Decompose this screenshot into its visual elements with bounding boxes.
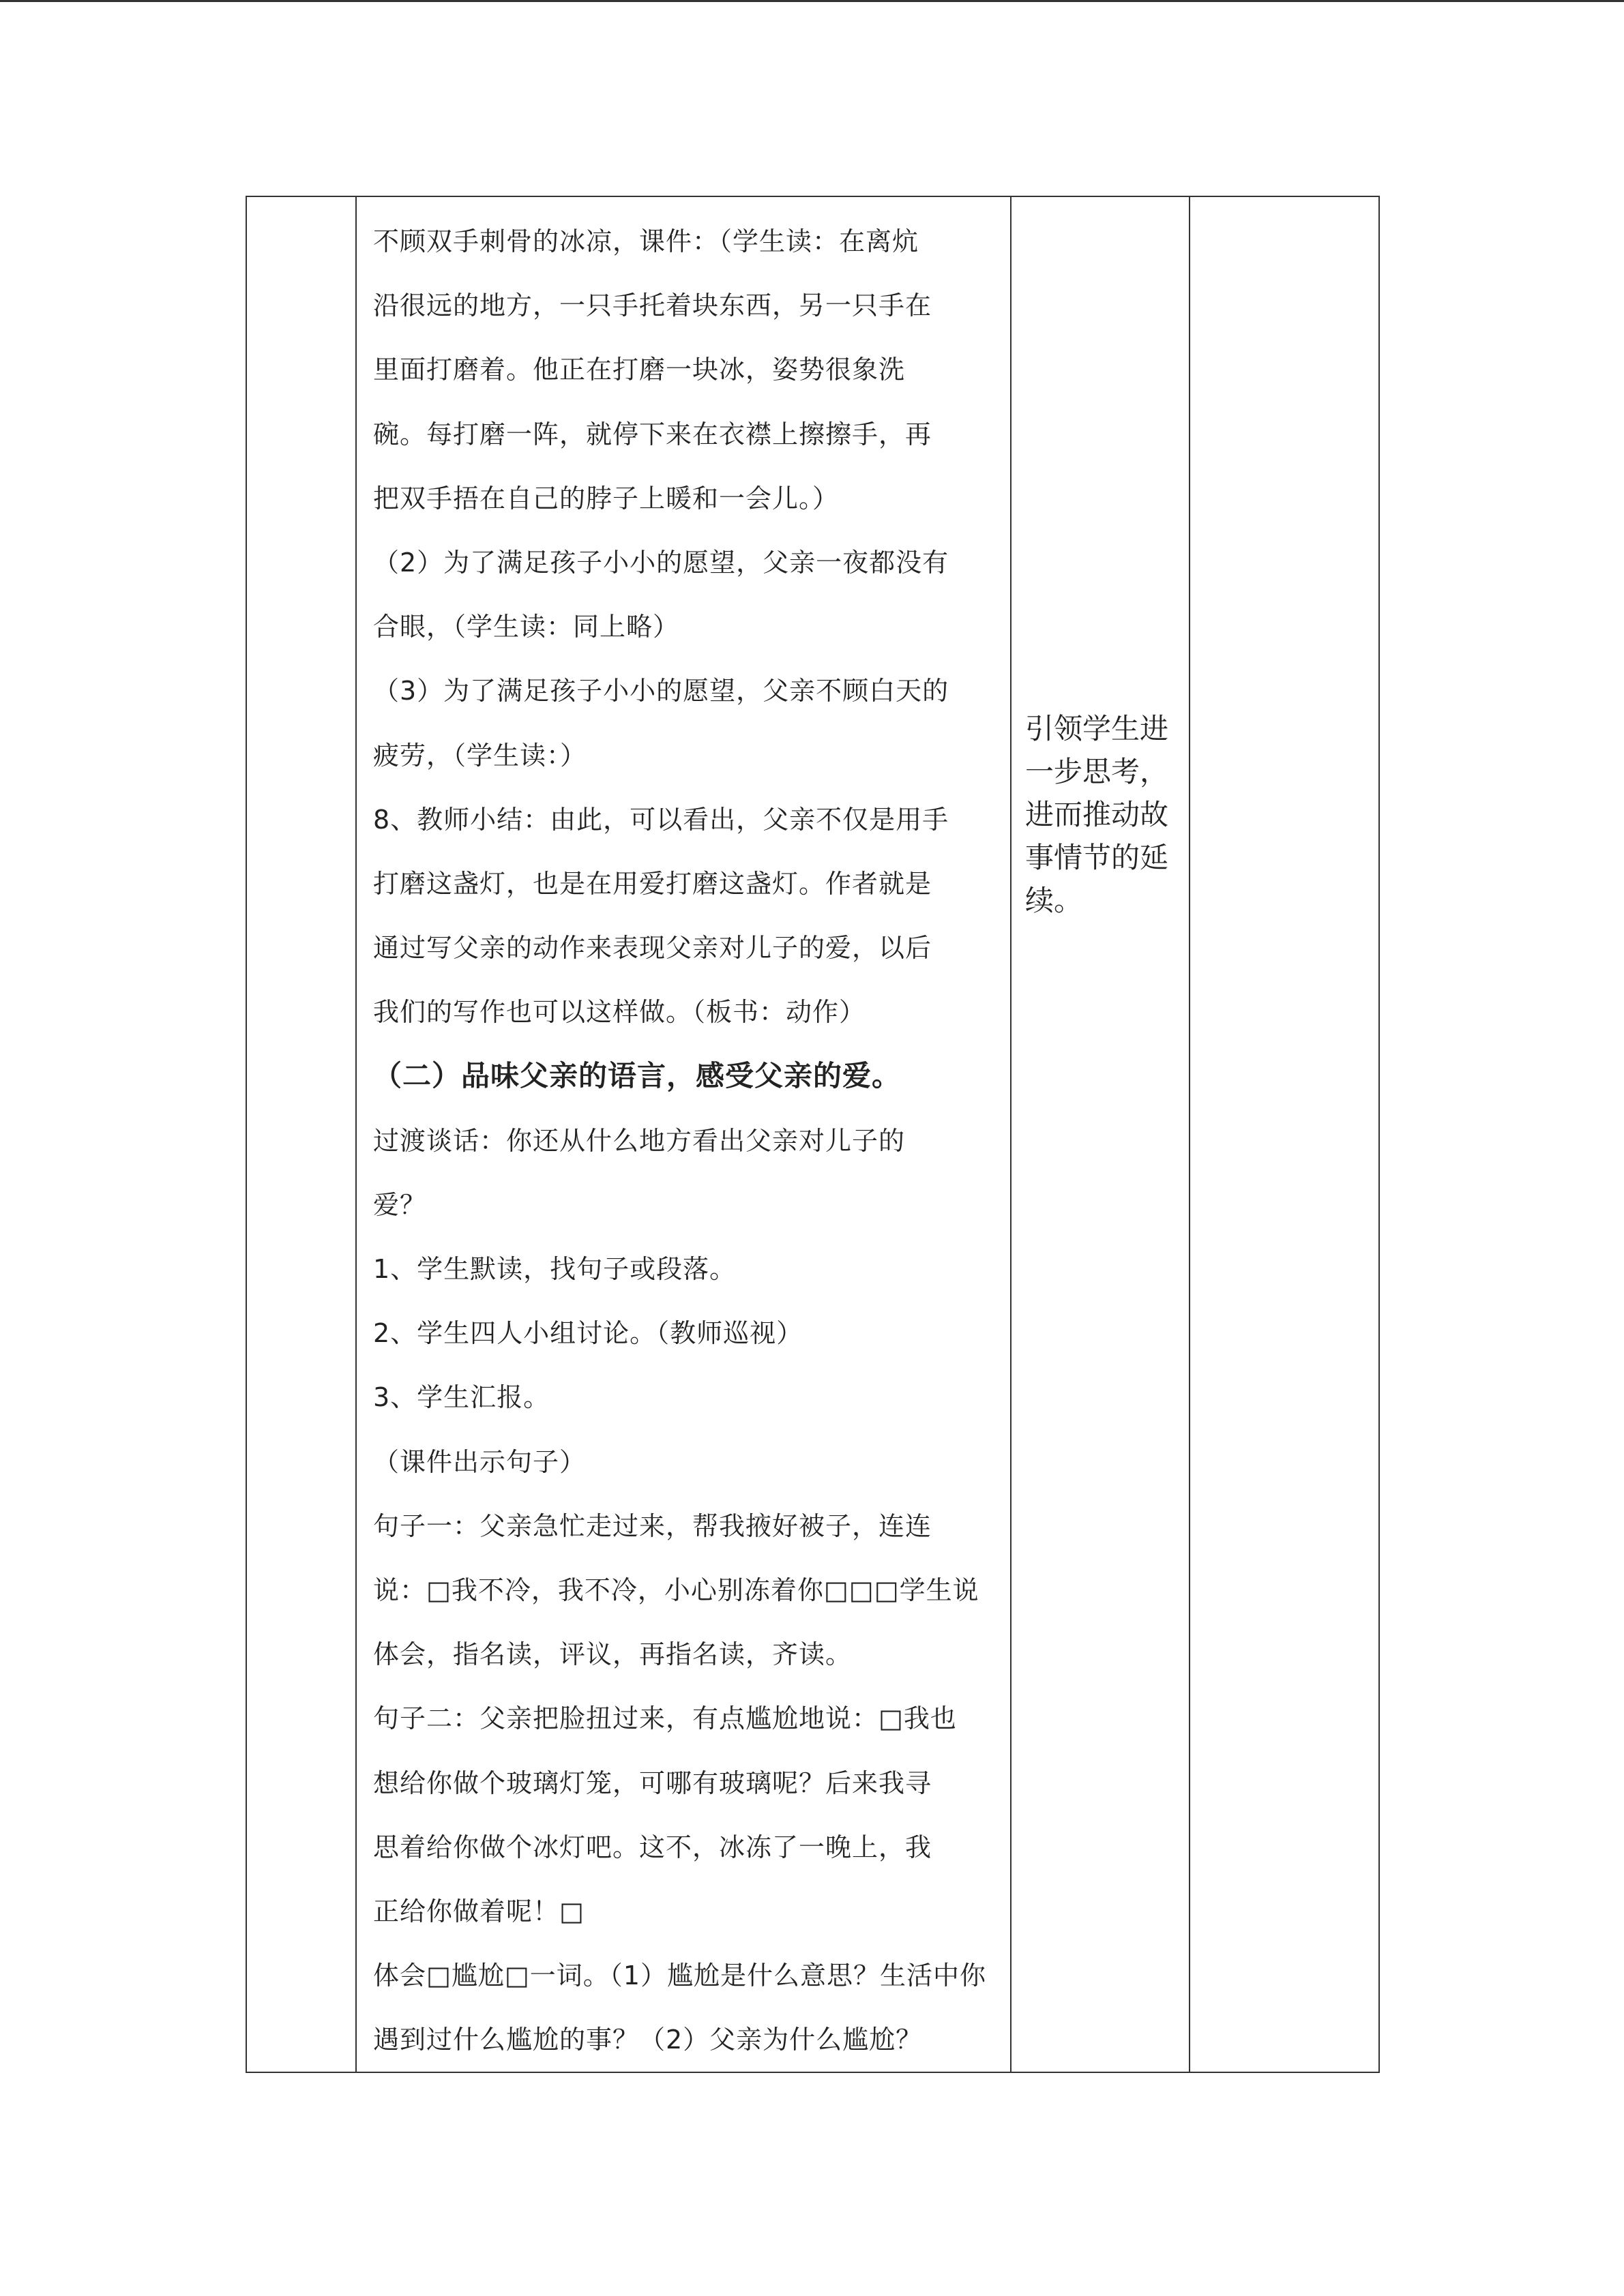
content-line: 碗。每打磨一阵，就停下来在衣襟上擦擦手，再 [373, 419, 932, 449]
stage-cell [246, 196, 356, 2072]
content-line: 说：□我不冷，我不冷，小心别冻着你□□□学生说 [373, 1575, 979, 1605]
content-line: （2）为了满足孩子小小的愿望，父亲一夜都没有 [373, 547, 949, 578]
content-line: 3、学生汇报。 [373, 1382, 550, 1413]
page-top-border [0, 0, 1624, 2]
design-intent-cell [1011, 196, 1190, 2072]
content-line: 2、学生四人小组讨论。（教师巡视） [373, 1318, 803, 1349]
content-line: 把双手捂在自己的脖子上暖和一会儿。） [373, 483, 840, 513]
content-line: 1、学生默读，找句子或段落。 [373, 1254, 737, 1284]
content-line: 合眼，（学生读：同上略） [373, 612, 680, 642]
teaching-process-cell [356, 196, 1011, 2072]
content-line: 体会，指名读，评议，再指名读，齐读。 [373, 1639, 853, 1670]
content-line: （3）为了满足孩子小小的愿望，父亲不顾白天的 [373, 676, 949, 706]
table-row [246, 196, 1379, 2072]
content-line: 我们的写作也可以这样做。（板书：动作） [373, 997, 866, 1028]
content-line: 里面打磨着。他正在打磨一块冰，姿势很象洗 [373, 355, 906, 385]
content-line: 过渡谈话：你还从什么地方看出父亲对儿子的 [373, 1125, 906, 1156]
content-line: 不顾双手刺骨的冰凉，课件：（学生读：在离炕 [373, 226, 919, 256]
content-line: 沿很远的地方，一只手托着块东西，另一只手在 [373, 290, 932, 321]
content-line: 正给你做着呢！□ [373, 1896, 585, 1926]
content-line: 通过写父亲的动作来表现父亲对儿子的爱，以后 [373, 933, 932, 964]
content-line: 8、教师小结：由此，可以看出，父亲不仅是用手 [373, 804, 949, 835]
section-heading: （二）品味父亲的语言，感受父亲的爱。 [373, 1059, 902, 1093]
lesson-plan-table [246, 196, 1380, 2073]
remarks-cell [1190, 196, 1379, 2072]
content-line: 体会□尴尬□一词。（1）尴尬是什么意思？生活中你 [373, 1960, 986, 1991]
content-line: 疲劳，（学生读：） [373, 740, 587, 771]
content-line: 思着给你做个冰灯吧。这不，冰冻了一晚上，我 [373, 1832, 932, 1862]
content-line: 句子一：父亲急忙走过来，帮我掖好被子，连连 [373, 1510, 932, 1541]
design-note: 引领学生进一步思考，进而推动故事情节的延续。 [1025, 712, 1169, 917]
content-line: 打磨这盏灯，也是在用爱打磨这盏灯。作者就是 [373, 868, 932, 899]
content-line: 句子二：父亲把脸扭过来，有点尴尬地说：□我也 [373, 1703, 957, 1734]
content-line: 遇到过什么尴尬的事？（2）父亲为什么尴尬？ [373, 2025, 923, 2055]
teaching-process-content [357, 197, 1010, 2072]
content-line: （课件出示句子） [373, 1446, 587, 1477]
content-line: 爱？ [373, 1189, 427, 1220]
content-line: 想给你做个玻璃灯笼，可哪有玻璃呢？后来我寻 [373, 1768, 932, 1798]
